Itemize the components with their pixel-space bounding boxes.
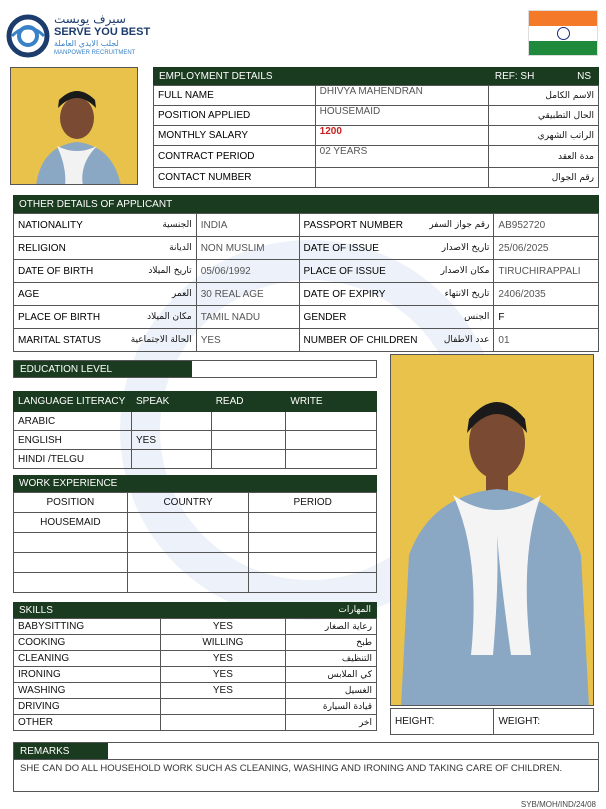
position-value: HOUSEMAID	[315, 106, 489, 126]
dob-ar: تاريخ الميلاد	[127, 260, 197, 283]
skill-name: COOKING	[14, 635, 161, 651]
skill-value: WILLING	[160, 635, 286, 651]
applicant-photo-small	[10, 67, 138, 185]
employment-row	[154, 146, 599, 168]
marital-value: YES	[196, 329, 299, 352]
work-position	[14, 553, 128, 573]
skill-row	[14, 715, 377, 731]
work-header-row	[14, 493, 377, 513]
work-position: HOUSEMAID	[14, 513, 128, 533]
employment-row	[154, 86, 599, 106]
salary-label: MONTHLY SALARY	[154, 126, 316, 146]
issue-place-label: PLACE OF ISSUE	[299, 260, 421, 283]
skills-title-ar: المهارات	[338, 605, 371, 615]
skill-row	[14, 651, 377, 667]
skill-name-ar: قيادة السيارة	[286, 699, 377, 715]
skill-name-ar: رعاية الصغار	[286, 619, 377, 635]
age-value: 30 REAL AGE	[196, 283, 299, 306]
skill-value	[160, 699, 286, 715]
language-read	[211, 450, 286, 469]
employment-header	[153, 67, 599, 85]
salary-value: 1200	[315, 126, 489, 146]
contact-label: CONTACT NUMBER	[154, 168, 316, 188]
skill-name: OTHER	[14, 715, 161, 731]
reference	[495, 71, 591, 82]
weight-label: WEIGHT:	[494, 709, 594, 735]
country-col-header: COUNTRY	[127, 493, 249, 513]
measurements-row	[391, 709, 594, 735]
work-position	[14, 533, 128, 553]
skills-title: SKILLS	[19, 604, 53, 616]
work-country	[127, 513, 249, 533]
education-header: EDUCATION LEVEL	[14, 361, 192, 377]
skill-row	[14, 699, 377, 715]
issue-date-value: 25/06/2025	[494, 237, 599, 260]
nationality-value: INDIA	[196, 214, 299, 237]
measurements-table	[390, 708, 594, 735]
dob-label: DATE OF BIRTH	[14, 260, 127, 283]
language-write	[286, 431, 377, 450]
expiry-value: 2406/2035	[494, 283, 599, 306]
language-name: HINDI /TELGU	[14, 450, 132, 469]
language-col-header: LANGUAGE LITERACY	[14, 392, 132, 412]
write-col-header: WRITE	[286, 392, 377, 412]
work-position	[14, 573, 128, 593]
work-period	[249, 573, 377, 593]
work-row	[14, 553, 377, 573]
detail-row	[14, 237, 599, 260]
language-read	[211, 412, 286, 431]
skills-section	[13, 602, 377, 731]
language-name: ENGLISH	[14, 431, 132, 450]
language-write	[286, 450, 377, 469]
full-name-ar: الاسم الكامل	[489, 86, 599, 106]
skill-name: BABYSITTING	[14, 619, 161, 635]
detail-row	[14, 260, 599, 283]
children-value: 01	[494, 329, 599, 352]
language-table	[13, 391, 377, 469]
logo-sub: MANPOWER RECRUITMENT	[54, 50, 136, 56]
nationality-label: NATIONALITY	[14, 214, 127, 237]
age-label: AGE	[14, 283, 127, 306]
other-details-table	[13, 213, 599, 352]
gender-ar: الجنس	[421, 306, 493, 329]
language-row	[14, 431, 377, 450]
skill-name: DRIVING	[14, 699, 161, 715]
passport-label: PASSPORT NUMBER	[299, 214, 421, 237]
language-name: ARABIC	[14, 412, 132, 431]
skill-value: YES	[160, 667, 286, 683]
work-period	[249, 533, 377, 553]
skill-name-ar: طبخ	[286, 635, 377, 651]
skill-row	[14, 619, 377, 635]
marital-label: MARITAL STATUS	[14, 329, 127, 352]
skill-row	[14, 683, 377, 699]
skill-row	[14, 667, 377, 683]
expiry-ar: تاريخ الانتهاء	[421, 283, 493, 306]
work-header: WORK EXPERIENCE	[13, 475, 377, 492]
work-period	[249, 513, 377, 533]
remarks-header: REMARKS	[14, 743, 108, 759]
age-ar: العمر	[127, 283, 197, 306]
logo-name: SERVE YOU BEST	[54, 26, 151, 38]
skills-table	[13, 618, 377, 731]
detail-row	[14, 214, 599, 237]
skill-name: CLEANING	[14, 651, 161, 667]
language-write	[286, 412, 377, 431]
employment-row	[154, 168, 599, 188]
children-ar: عدد الاطفال	[421, 329, 493, 352]
salary-ar: الراتب الشهري	[489, 126, 599, 146]
remarks-text: SHE CAN DO ALL HOUSEHOLD WORK SUCH AS CLEANING, WASHING AND IRONING AND TAKING CARE OF CHILDREN.	[14, 759, 598, 777]
work-row	[14, 573, 377, 593]
religion-label: RELIGION	[14, 237, 127, 260]
expiry-label: DATE OF EXPIRY	[299, 283, 421, 306]
language-speak	[131, 450, 211, 469]
work-row	[14, 533, 377, 553]
skill-value	[160, 715, 286, 731]
ref-value: NS	[577, 70, 591, 82]
india-flag-icon	[528, 10, 598, 56]
work-table	[13, 492, 377, 593]
skill-name-ar: الغسيل	[286, 683, 377, 699]
language-row	[14, 412, 377, 431]
logo-arabic-sub: لجلب الايدي العاملة	[54, 39, 119, 48]
passport-value: AB952720	[494, 214, 599, 237]
detail-row	[14, 283, 599, 306]
height-label: HEIGHT:	[391, 709, 494, 735]
issue-place-ar: مكان الاصدار	[421, 260, 493, 283]
logo-mark-icon	[6, 14, 50, 58]
detail-row	[14, 306, 599, 329]
speak-col-header: SPEAK	[131, 392, 211, 412]
skill-name-ar: التنظيف	[286, 651, 377, 667]
language-header-row	[14, 392, 377, 412]
dob-value: 05/06/1992	[196, 260, 299, 283]
contract-ar: مدة العقد	[489, 146, 599, 168]
issue-place-value: TIRUCHIRAPPALI	[494, 260, 599, 283]
company-logo	[6, 12, 156, 60]
work-experience-section	[13, 475, 377, 593]
issue-date-ar: تاريخ الاصدار	[421, 237, 493, 260]
issue-date-label: DATE OF ISSUE	[299, 237, 421, 260]
education-section	[13, 360, 377, 378]
birthplace-label: PLACE OF BIRTH	[14, 306, 127, 329]
birthplace-value: TAMIL NADU	[196, 306, 299, 329]
skill-name-ar: اخر	[286, 715, 377, 731]
language-row	[14, 450, 377, 469]
other-details-header: OTHER DETAILS OF APPLICANT	[13, 195, 599, 213]
detail-row	[14, 329, 599, 352]
skill-value: YES	[160, 651, 286, 667]
birthplace-ar: مكان الميلاد	[127, 306, 197, 329]
nationality-ar: الجنسية	[127, 214, 197, 237]
position-label: POSITION APPLIED	[154, 106, 316, 126]
employment-row	[154, 106, 599, 126]
employment-table	[153, 85, 599, 188]
employment-title: EMPLOYMENT DETAILS	[159, 70, 273, 82]
contract-label: CONTRACT PERIOD	[154, 146, 316, 168]
remarks-section	[13, 742, 599, 792]
work-country	[127, 553, 249, 573]
language-speak: YES	[131, 431, 211, 450]
contact-value	[315, 168, 489, 188]
work-period	[249, 553, 377, 573]
footer-code: SYB/MOH/IND/24/08	[520, 800, 596, 809]
period-col-header: PERIOD	[249, 493, 377, 513]
work-row	[14, 513, 377, 533]
gender-label: GENDER	[299, 306, 421, 329]
children-label: NUMBER OF CHILDREN	[299, 329, 421, 352]
full-name-label: FULL NAME	[154, 86, 316, 106]
read-col-header: READ	[211, 392, 286, 412]
contract-value: 02 YEARS	[315, 146, 489, 168]
skill-name-ar: كي الملابس	[286, 667, 377, 683]
contact-ar: رقم الجوال	[489, 168, 599, 188]
religion-value: NON MUSLIM	[196, 237, 299, 260]
skill-value: YES	[160, 683, 286, 699]
religion-ar: الديانة	[127, 237, 197, 260]
gender-value: F	[494, 306, 599, 329]
full-name-value: DHIVYA MAHENDRAN	[315, 86, 489, 106]
marital-ar: الحالة الاجتماعية	[127, 329, 197, 352]
work-country	[127, 573, 249, 593]
skill-value: YES	[160, 619, 286, 635]
position-col-header: POSITION	[14, 493, 128, 513]
skill-name: IRONING	[14, 667, 161, 683]
employment-row	[154, 126, 599, 146]
logo-arabic: سيرف يوبست	[54, 12, 126, 26]
skills-header	[13, 602, 377, 618]
skill-name: WASHING	[14, 683, 161, 699]
language-read	[211, 431, 286, 450]
language-speak	[131, 412, 211, 431]
passport-ar: رقم جواز السفر	[421, 214, 493, 237]
work-country	[127, 533, 249, 553]
ref-label: REF: SH	[494, 70, 535, 82]
skill-row	[14, 635, 377, 651]
applicant-photo-full	[390, 354, 594, 706]
position-ar: الحال التطبيقي	[489, 106, 599, 126]
